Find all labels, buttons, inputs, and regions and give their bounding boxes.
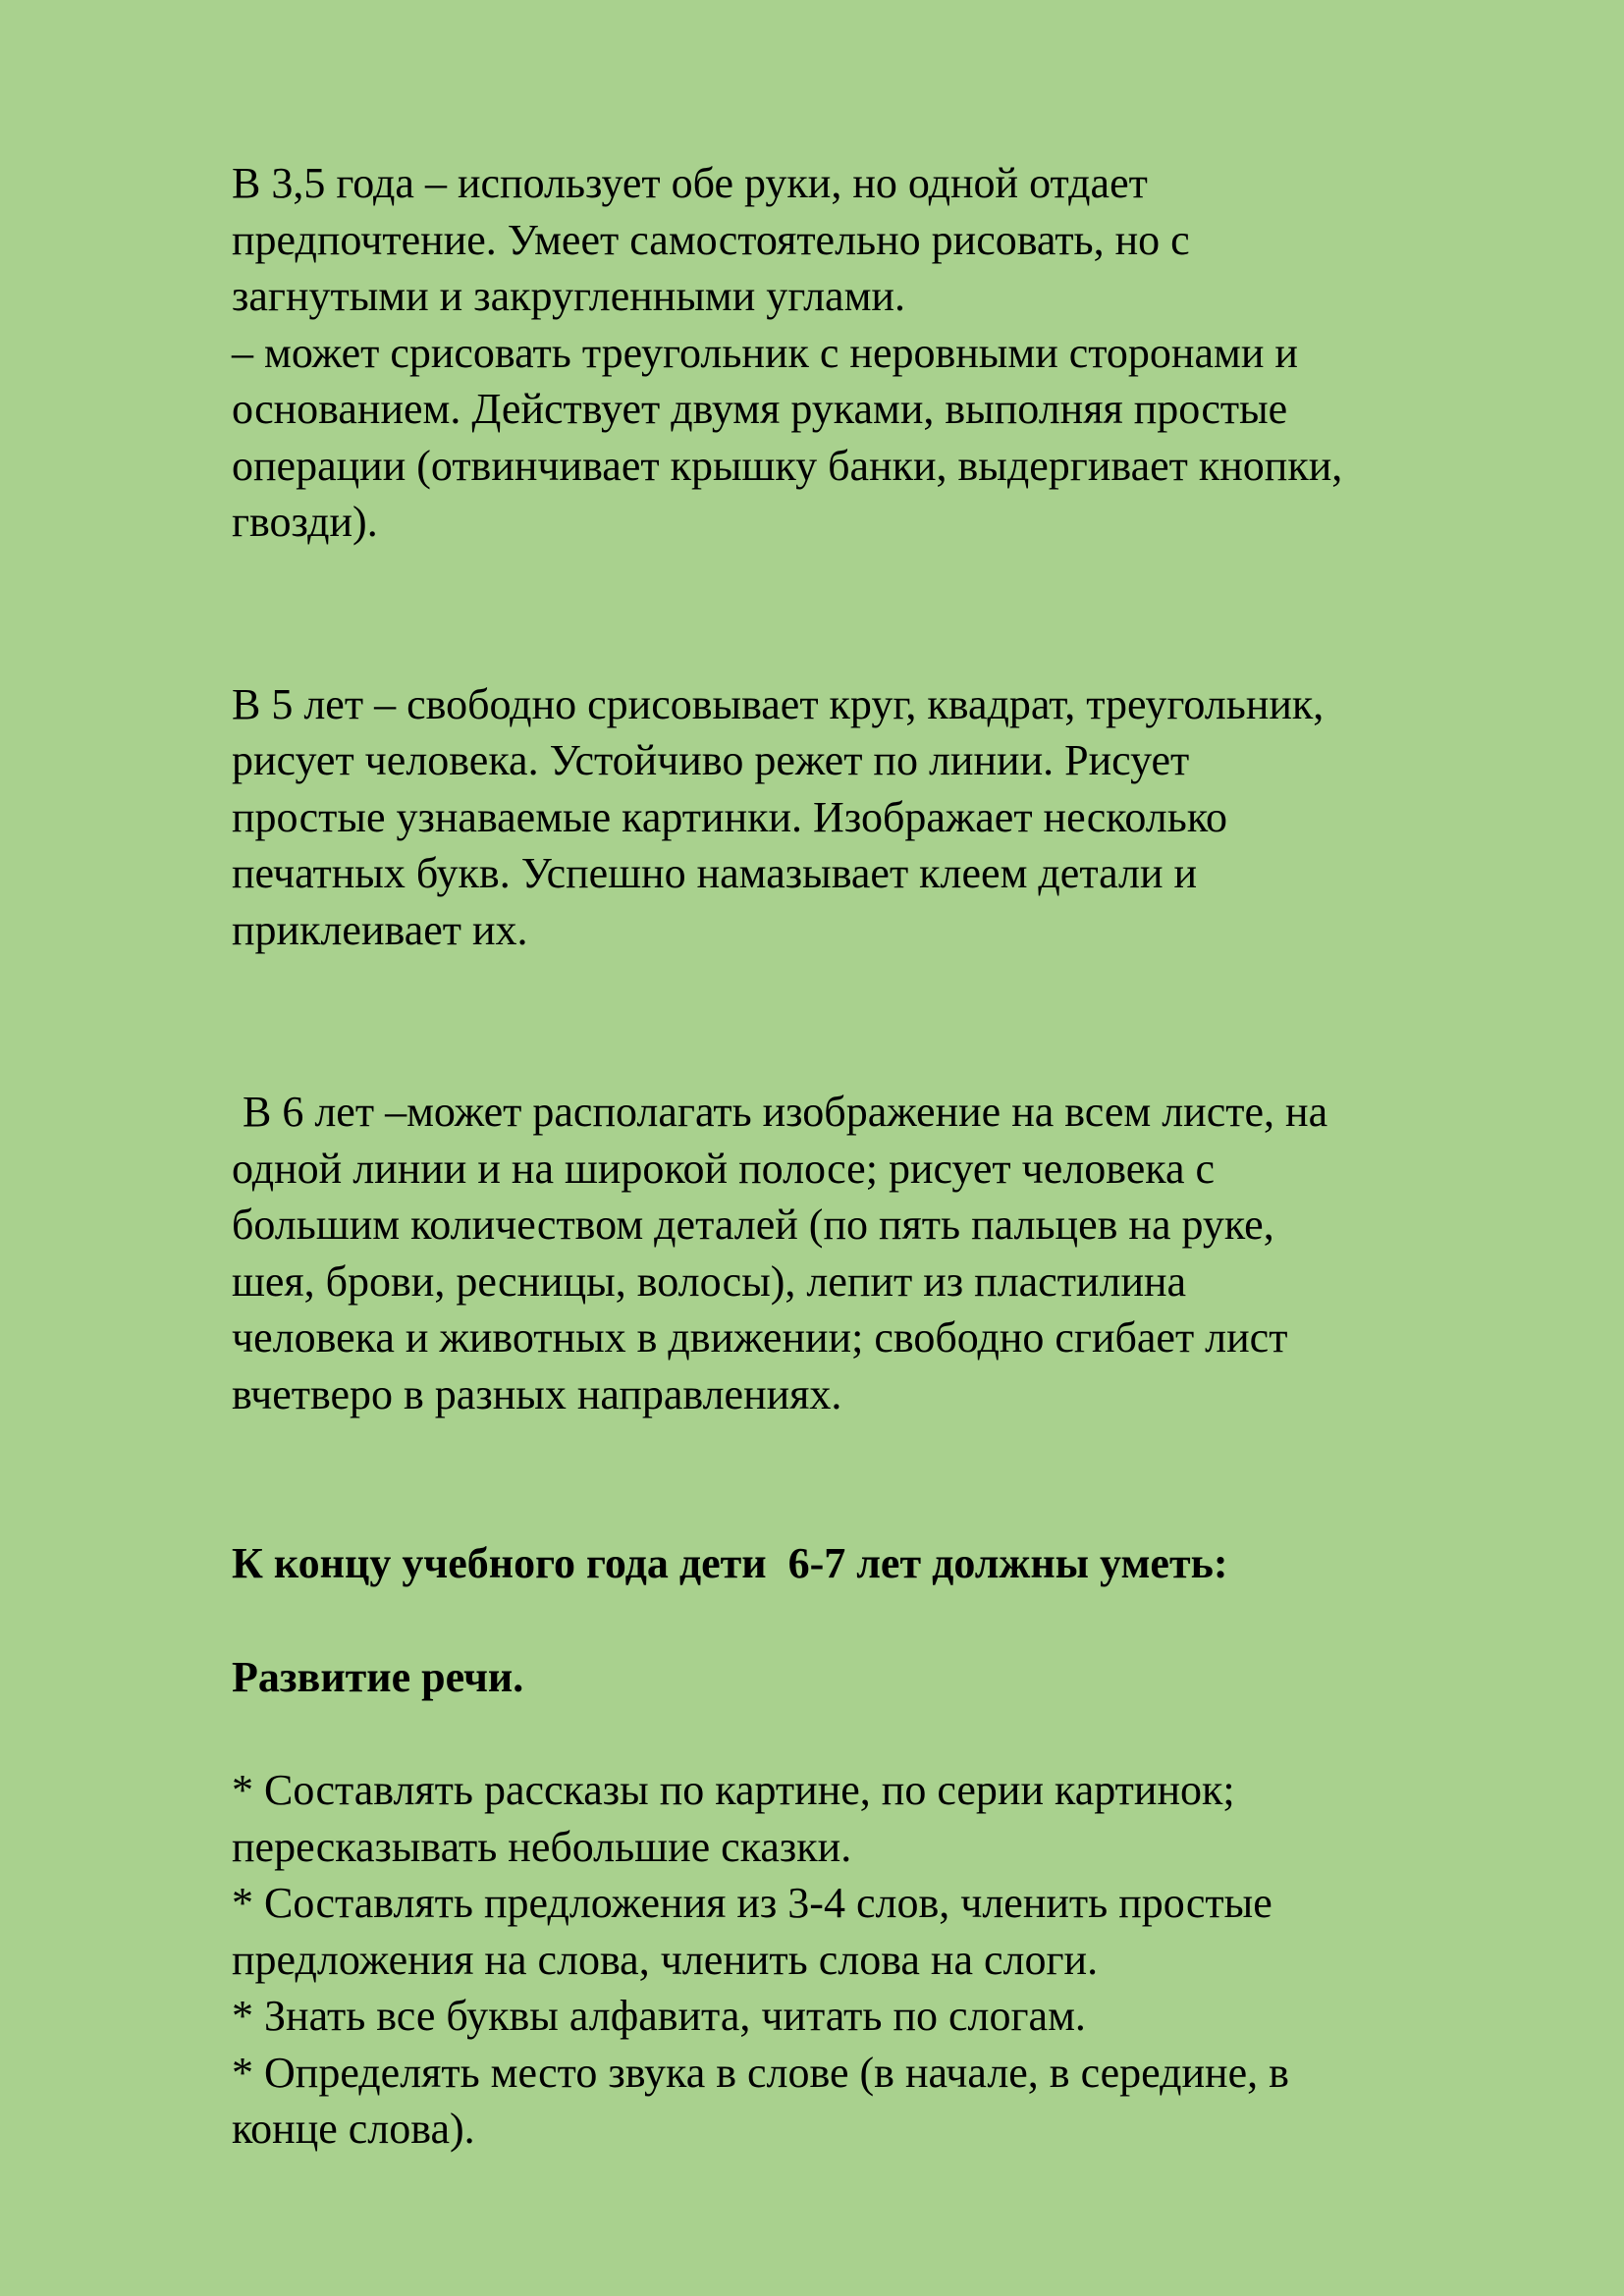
spacer: [232, 958, 1538, 1084]
spacer: [232, 1422, 1538, 1535]
list-item: * Определять место звука в слове (в начале, в середине, в: [232, 2048, 1289, 2097]
paragraph-age-3-5: [232, 155, 1538, 551]
text-line: основанием. Действует двумя руками, выполняя простые: [232, 385, 1288, 433]
text-line: большим количеством деталей (по пять пальцев на руке,: [232, 1201, 1274, 1249]
text-line: человека и животных в движении; свободно сгибает лист: [232, 1313, 1288, 1362]
text-line: одной линии и на широкой полосе; рисует человека с: [232, 1144, 1216, 1193]
text-line: В 6 лет –может располагать изображение на всем листе, на: [232, 1088, 1328, 1136]
list-item: * Знать все буквы алфавита, читать по слогам.: [232, 1992, 1086, 2040]
text-line: приклеивает их.: [232, 905, 528, 954]
list-item: предложения на слова, членить слова на слоги.: [232, 1935, 1099, 1984]
spacer: [232, 551, 1538, 676]
speech-skills-list: [232, 1762, 1538, 2158]
text-line: предпочтение. Умеет самостоятельно рисовать, но с: [232, 215, 1190, 264]
text-line: – может срисовать треугольник с неровными сторонами и: [232, 328, 1298, 377]
section-heading: Развитие речи.: [232, 1652, 524, 1701]
main-heading: К концу учебного года дети 6-7 лет должны уметь:: [232, 1539, 1228, 1587]
list-item: * Составлять рассказы по картине, по серии картинок;: [232, 1766, 1235, 1814]
list-item: * Составлять предложения из 3-4 слов, членить простые: [232, 1879, 1272, 1927]
text-line: загнутыми и закругленными углами.: [232, 272, 905, 320]
text-line: гвозди).: [232, 498, 378, 546]
text-line: В 5 лет – свободно срисовывает круг, квадрат, треугольник,: [232, 679, 1325, 728]
paragraph-age-5: [232, 676, 1538, 959]
text-line: вчетверо в разных направлениях.: [232, 1369, 842, 1418]
text-line: печатных букв. Успешно намазывает клеем детали и: [232, 849, 1198, 897]
text-line: операции (отвинчивает крышку банки, выдергивает кнопки,: [232, 441, 1343, 490]
text-line: рисует человека. Устойчиво режет по линии. Рисует: [232, 736, 1190, 784]
spacer: [232, 1705, 1538, 1762]
text-line: простые узнаваемые картинки. Изображает несколько: [232, 792, 1227, 841]
paragraph-age-6: [232, 1084, 1538, 1422]
document-page: [232, 155, 1538, 2158]
spacer: [232, 1592, 1538, 1649]
list-item: пересказывать небольшие сказки.: [232, 1822, 852, 1871]
text-line: В 3,5 года – использует обе руки, но одной отдает: [232, 159, 1148, 207]
list-item: конце слова).: [232, 2105, 475, 2153]
text-line: шея, брови, ресницы, волосы), лепит из пластилина: [232, 1256, 1187, 1306]
